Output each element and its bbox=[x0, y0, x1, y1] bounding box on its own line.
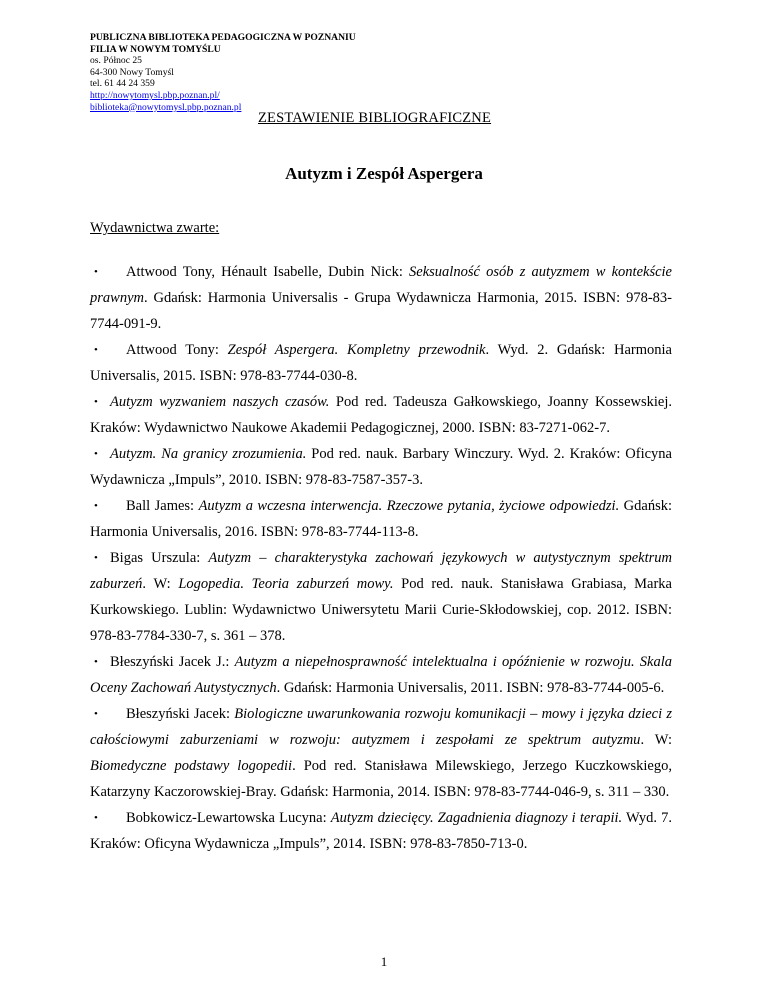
email-link[interactable]: biblioteka@nowytomysl.pbp.poznan.pl bbox=[90, 101, 242, 113]
bullet-icon: • bbox=[94, 396, 98, 408]
bullet-icon: • bbox=[94, 656, 98, 668]
entry-title: Autyzm. Na granicy zrozumienia. bbox=[110, 446, 307, 462]
branch-name: FILIA W NOWYM TOMYŚLU bbox=[90, 43, 221, 55]
entry-author: Błeszyński Jacek: bbox=[126, 706, 235, 722]
bullet-icon: • bbox=[94, 708, 98, 720]
entry-title: Biologiczne uwarunkowania rozwoju komunikacji – mowy i języka dzieci z całościowymi zaburzeniami w rozwoju: autyzmem i zespołami ze spektrum autyzmu bbox=[90, 706, 672, 748]
entry-details: Wyd. 7. Kraków: Oficyna Wydawnicza „Impuls”, 2014. ISBN: 978-83-7850-713-0. bbox=[90, 810, 672, 852]
entry-author: Ball James: bbox=[126, 498, 199, 514]
bullet-icon: • bbox=[94, 812, 98, 824]
page-number: 1 bbox=[380, 954, 388, 969]
entry-title: Zespół Aspergera. Kompletny przewodnik bbox=[227, 342, 486, 358]
bibliography-entry bbox=[90, 701, 672, 805]
entry-details: . Gdańsk: Harmonia Universalis - Grupa Wydawnicza Harmonia, 2015. ISBN: 978-83-7744-091-9. bbox=[90, 290, 672, 332]
bullet-icon: • bbox=[94, 500, 98, 512]
section-title: ZESTAWIENIE BIBLIOGRAFICZNE bbox=[258, 110, 492, 126]
entry-author: Attwood Tony, Hénault Isabelle, Dubin Nick: bbox=[126, 264, 410, 280]
entry-title: Autyzm a niepełnosprawność intelektualna i opóźnienie w rozwoju. Skala Oceny Zachowań Autystycznych bbox=[90, 654, 672, 696]
bibliography-entry bbox=[90, 649, 672, 701]
entry-author: Bigas Urszula: bbox=[110, 550, 209, 566]
entry-source-details: Pod red. nauk. Stanisława Grabiasa, Marka Kurkowskiego. Lublin: Wydawnictwo Uniwersytetu Marii Curie-Skłodowskiej, cop. 2012. ISBN: 978-83-7784-330-7, s. 361 – 378. bbox=[90, 576, 672, 644]
entry-source-title: Biomedyczne podstawy logopedii bbox=[90, 758, 293, 774]
bullet-icon: • bbox=[94, 266, 98, 278]
entry-details: . Wyd. 2. Gdańsk: Harmonia Universalis, 2015. ISBN: 978-83-7744-030-8. bbox=[90, 342, 672, 384]
postal-address: 64-300 Nowy Tomyśl bbox=[90, 66, 174, 78]
entry-details: Gdańsk: Harmonia Universalis, 2016. ISBN: 978-83-7744-113-8. bbox=[90, 498, 672, 540]
bibliography-entry bbox=[90, 337, 672, 389]
entry-author: Bobkowicz-Lewartowska Lucyna: bbox=[126, 810, 331, 826]
phone-number: tel. 61 44 24 359 bbox=[90, 78, 155, 90]
bibliography-entry bbox=[90, 441, 672, 493]
document-title: Autyzm i Zespół Aspergera bbox=[285, 164, 483, 183]
entry-title: Autyzm a wczesna interwencja. Rzeczowe pytania, życiowe odpowiedzi. bbox=[198, 498, 620, 514]
bibliography-entry bbox=[90, 259, 672, 337]
entry-details: Pod red. nauk. Barbary Winczury. Wyd. 2. Kraków: Oficyna Wydawnicza „Impuls”, 2010. ISBN: 978-83-7587-357-3. bbox=[90, 446, 672, 488]
library-name: PUBLICZNA BIBLIOTEKA PEDAGOGICZNA W POZNANIU bbox=[90, 32, 356, 43]
website-link[interactable]: http://nowytomysl.pbp.poznan.pl/ bbox=[90, 89, 220, 101]
bullet-icon: • bbox=[94, 344, 98, 356]
entry-source-title: Logopedia. Teoria zaburzeń mowy. bbox=[178, 576, 394, 592]
street-address: os. Północ 25 bbox=[90, 55, 142, 67]
bibliography-entry bbox=[90, 545, 672, 649]
entry-title: Seksualność osób z autyzmem w kontekście prawnym bbox=[90, 264, 672, 306]
entry-title: Autyzm – charakterystyka zachowań językowych w autystycznym spektrum zaburzeń bbox=[90, 550, 672, 592]
entry-details: Pod red. Tadeusza Gałkowskiego, Joanny Kossewskiej. Kraków: Wydawnictwo Naukowe Akademii Pedagogicznej, 2000. ISBN: 83-7271-062-7. bbox=[90, 394, 672, 436]
entry-details: . W: bbox=[640, 732, 672, 748]
entry-details: . Gdańsk: Harmonia Universalis, 2011. ISBN: 978-83-7744-005-6. bbox=[276, 680, 665, 696]
entry-author: Błeszyński Jacek J.: bbox=[110, 654, 235, 670]
bullet-icon: • bbox=[94, 448, 98, 460]
entry-author: Attwood Tony: bbox=[126, 342, 228, 358]
bibliography-entry bbox=[90, 389, 672, 441]
entry-title: Autyzm dziecięcy. Zagadnienia diagnozy i terapii. bbox=[330, 810, 623, 826]
library-header bbox=[90, 32, 356, 113]
bibliography-entry bbox=[90, 493, 672, 545]
bibliography-list bbox=[90, 259, 672, 857]
subheading: Wydawnictwa zwarte: bbox=[90, 220, 220, 236]
entry-source-details: . Pod red. Stanisława Milewskiego, Jerzego Kuczkowskiego, Katarzyny Kaczorowskiej-Bray. Gdańsk: Harmonia, 2014. ISBN: 978-83-7744-046-9, s. 311 – 330. bbox=[90, 758, 672, 800]
bibliography-entry bbox=[90, 805, 672, 857]
entry-details: . W: bbox=[142, 576, 179, 592]
bullet-icon: • bbox=[94, 552, 98, 564]
entry-title: Autyzm wyzwaniem naszych czasów. bbox=[110, 394, 330, 410]
